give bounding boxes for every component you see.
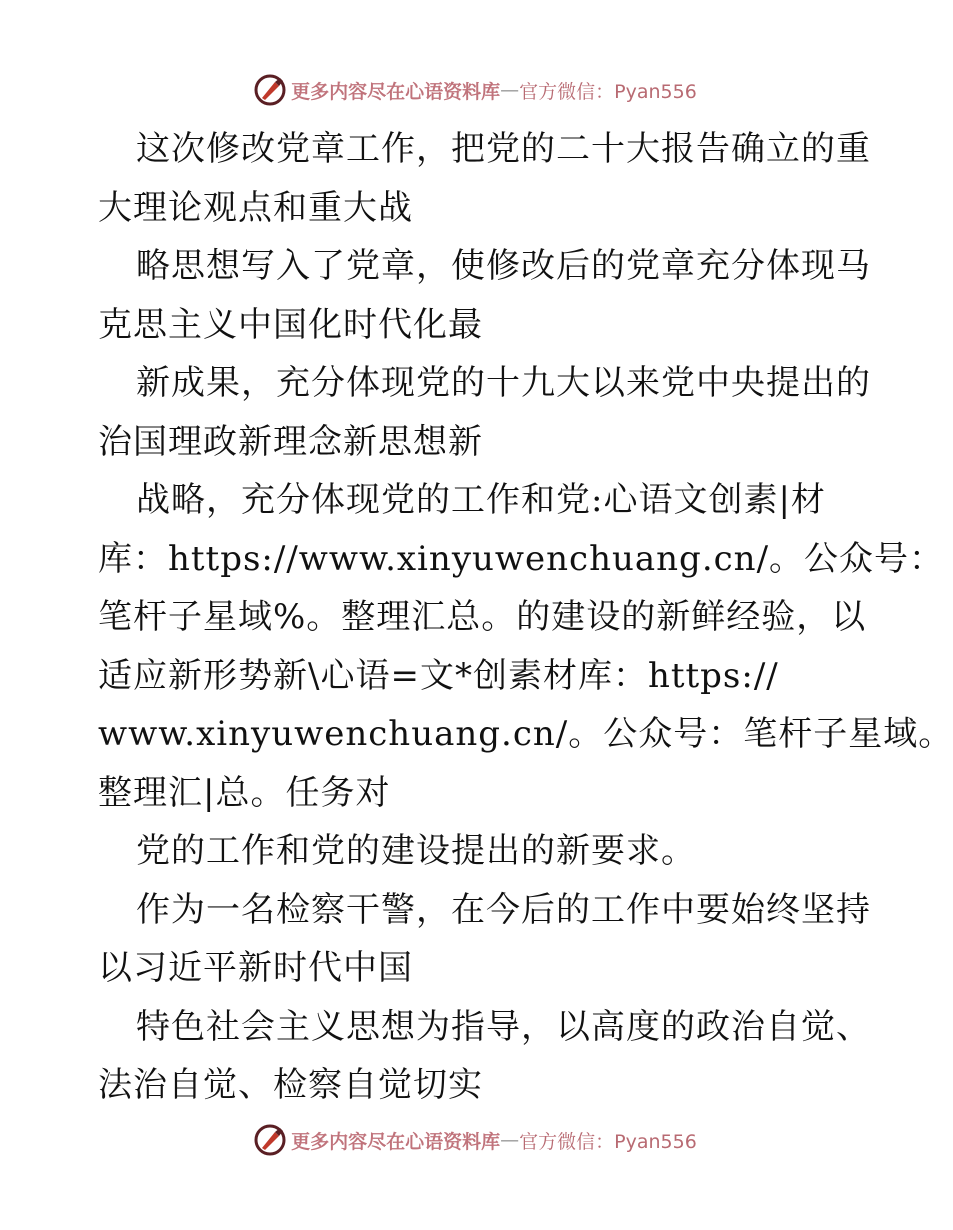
text-line: 战略，充分体现党的工作和党:心语文创素|材 [136,480,826,520]
text-line: 治国理政新理念新思想新 [98,421,483,462]
text-line: 笔杆子星域%。整理汇总。的建设的新鲜经验，以 [98,597,867,637]
text-line: 整理汇|总。任务对 [98,772,391,813]
banner-main-text: 更多内容尽在心语资料库 [291,1130,501,1153]
text-line: 略思想写入了党章，使修改后的党章充分体现马 [136,246,871,286]
text-line: 适应新形势新\心语=文*创素材库：https:// [98,655,779,696]
banner-separator: — [500,1129,520,1151]
text-line: www.xinyuwenchuang.cn/。公众号：笔杆子星域。 [98,714,953,754]
text-line: 以习近平新时代中国 [98,948,413,988]
pen-nib-logo-icon [253,73,287,107]
text-line: 这次修改党章工作，把党的二十大报告确立的重 [136,129,871,169]
text-line: 新成果，充分体现党的十九大以来党中央提出的 [136,363,871,403]
text-line: 党的工作和党的建设提出的新要求。 [136,831,696,871]
text-line: 库：https://www.xinyuwenchuang.cn/。公众号： [98,538,945,579]
text-line: 法治自觉、检察自觉切实 [98,1065,483,1105]
text-line: 特色社会主义思想为指导，以高度的政治自觉、 [136,1006,871,1047]
header-banner [0,70,950,110]
banner-main-text: 更多内容尽在心语资料库 [291,80,501,103]
document-body [98,120,953,1115]
banner-separator: — [500,79,520,101]
text-line: 克思主义中国化时代化最 [98,304,483,345]
text-line: 大理论观点和重大战 [98,187,413,228]
banner-contact-text: 官方微信：Pyan556 [519,1130,697,1153]
text-line: 作为一名检察干警，在今后的工作中要始终坚持 [136,889,871,930]
banner-contact-text: 官方微信：Pyan556 [519,80,697,103]
footer-banner [0,1120,950,1160]
pen-nib-logo-icon [253,1123,287,1157]
